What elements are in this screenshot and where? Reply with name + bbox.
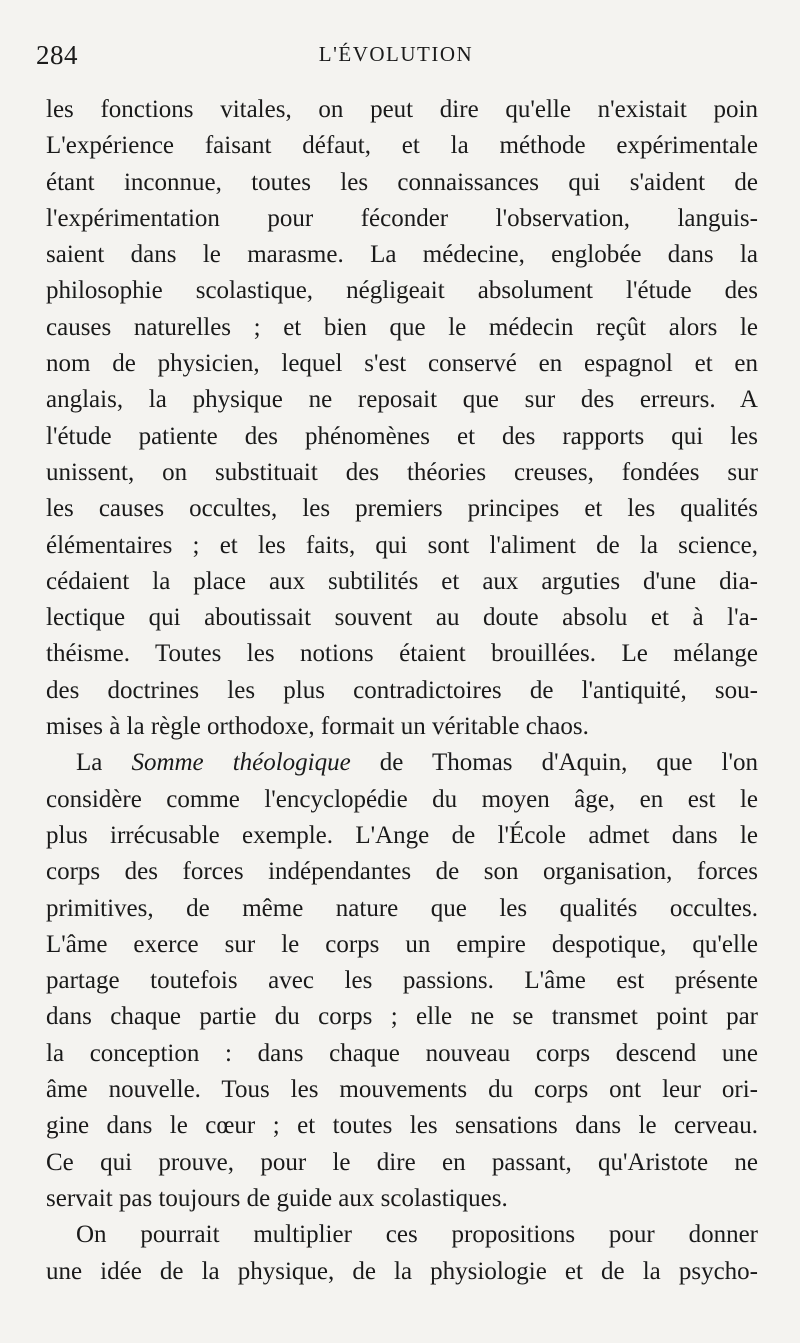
text-line: théisme. Toutes les notions étaient brouillées. Le mélange xyxy=(46,640,758,668)
paragraph-1 xyxy=(46,92,758,745)
text-line: l'étude patiente des phénomènes et des rapports qui les xyxy=(46,422,758,450)
book-title: Somme théologique xyxy=(131,749,351,777)
text-line: mises à la règle orthodoxe, formait un véritable chaos. xyxy=(46,713,589,741)
page-number: 284 xyxy=(36,40,78,70)
text-line: partage toutefois avec les passions. L'âme est présente xyxy=(46,967,758,995)
text-line: causes naturelles ; et bien que le médecin reçût alors le xyxy=(46,313,758,341)
text-line: une idée de la physique, de la physiologie et de la psycho- xyxy=(46,1257,758,1285)
text-line-first xyxy=(46,745,758,781)
text-line: l'expérimentation pour féconder l'observation, languis- xyxy=(46,204,758,232)
text-line: saient dans le marasme. La médecine, englobée dans la xyxy=(46,241,758,269)
text-line: les fonctions vitales, on peut dire qu'elle n'existait poin xyxy=(46,96,758,123)
text-line: L'âme exerce sur le corps un empire despotique, qu'elle xyxy=(46,930,758,958)
text-line: anglais, la physique ne reposait que sur des erreurs. A xyxy=(46,386,758,414)
text-line: étant inconnue, toutes les connaissances qui s'aident de xyxy=(46,168,758,196)
text-line: élémentaires ; et les faits, qui sont l'aliment de la science, xyxy=(46,531,758,559)
text-line: plus irrécusable exemple. L'Ange de l'École admet dans le xyxy=(46,821,758,849)
text-line: des doctrines les plus contradictoires de l'antiquité, sou- xyxy=(46,676,758,704)
text-line: les causes occultes, les premiers principes et les qualités xyxy=(46,495,758,523)
text-line: corps des forces indépendantes de son organisation, forces xyxy=(46,858,758,886)
body-text xyxy=(46,92,758,1290)
text-line: philosophie scolastique, négligeait absolument l'étude des xyxy=(46,277,758,305)
text-line: gine dans le cœur ; et toutes les sensations dans le cerveau. xyxy=(46,1112,758,1140)
text-fragment: de Thomas d'Aquin, que l'on xyxy=(350,749,759,777)
text-fragment: La xyxy=(76,749,132,777)
text-line: primitives, de même nature que les qualités occultes. xyxy=(46,894,758,922)
text-line: unissent, on substituait des théories creuses, fondées sur xyxy=(46,458,758,486)
text-line: dans chaque partie du corps ; elle ne se transmet point par xyxy=(46,1003,758,1031)
text-line: servait pas toujours de guide aux scolastiques. xyxy=(46,1184,508,1212)
paragraph-3 xyxy=(46,1217,758,1290)
text-line: lectique qui aboutissait souvent au doute absolu et à l'a- xyxy=(46,604,758,632)
running-title: L'ÉVOLUTION xyxy=(318,42,474,66)
text-line: âme nouvelle. Tous les mouvements du corps ont leur ori- xyxy=(46,1076,758,1104)
text-line: cédaient la place aux subtilités et aux arguties d'une dia- xyxy=(46,567,758,595)
text-line: On pourrait multiplier ces propositions pour donner xyxy=(76,1221,758,1249)
text-line: Ce qui prouve, pour le dire en passant, qu'Aristote ne xyxy=(46,1148,758,1176)
text-line: nom de physicien, lequel s'est conservé en espagnol et en xyxy=(46,350,758,378)
paragraph-2 xyxy=(46,745,758,1217)
text-line: L'expérience faisant défaut, et la méthode expérimentale xyxy=(46,132,758,160)
page-header xyxy=(36,40,756,76)
text-line: considère comme l'encyclopédie du moyen âge, en est le xyxy=(46,785,758,813)
text-line: la conception : dans chaque nouveau corps descend une xyxy=(46,1039,758,1067)
